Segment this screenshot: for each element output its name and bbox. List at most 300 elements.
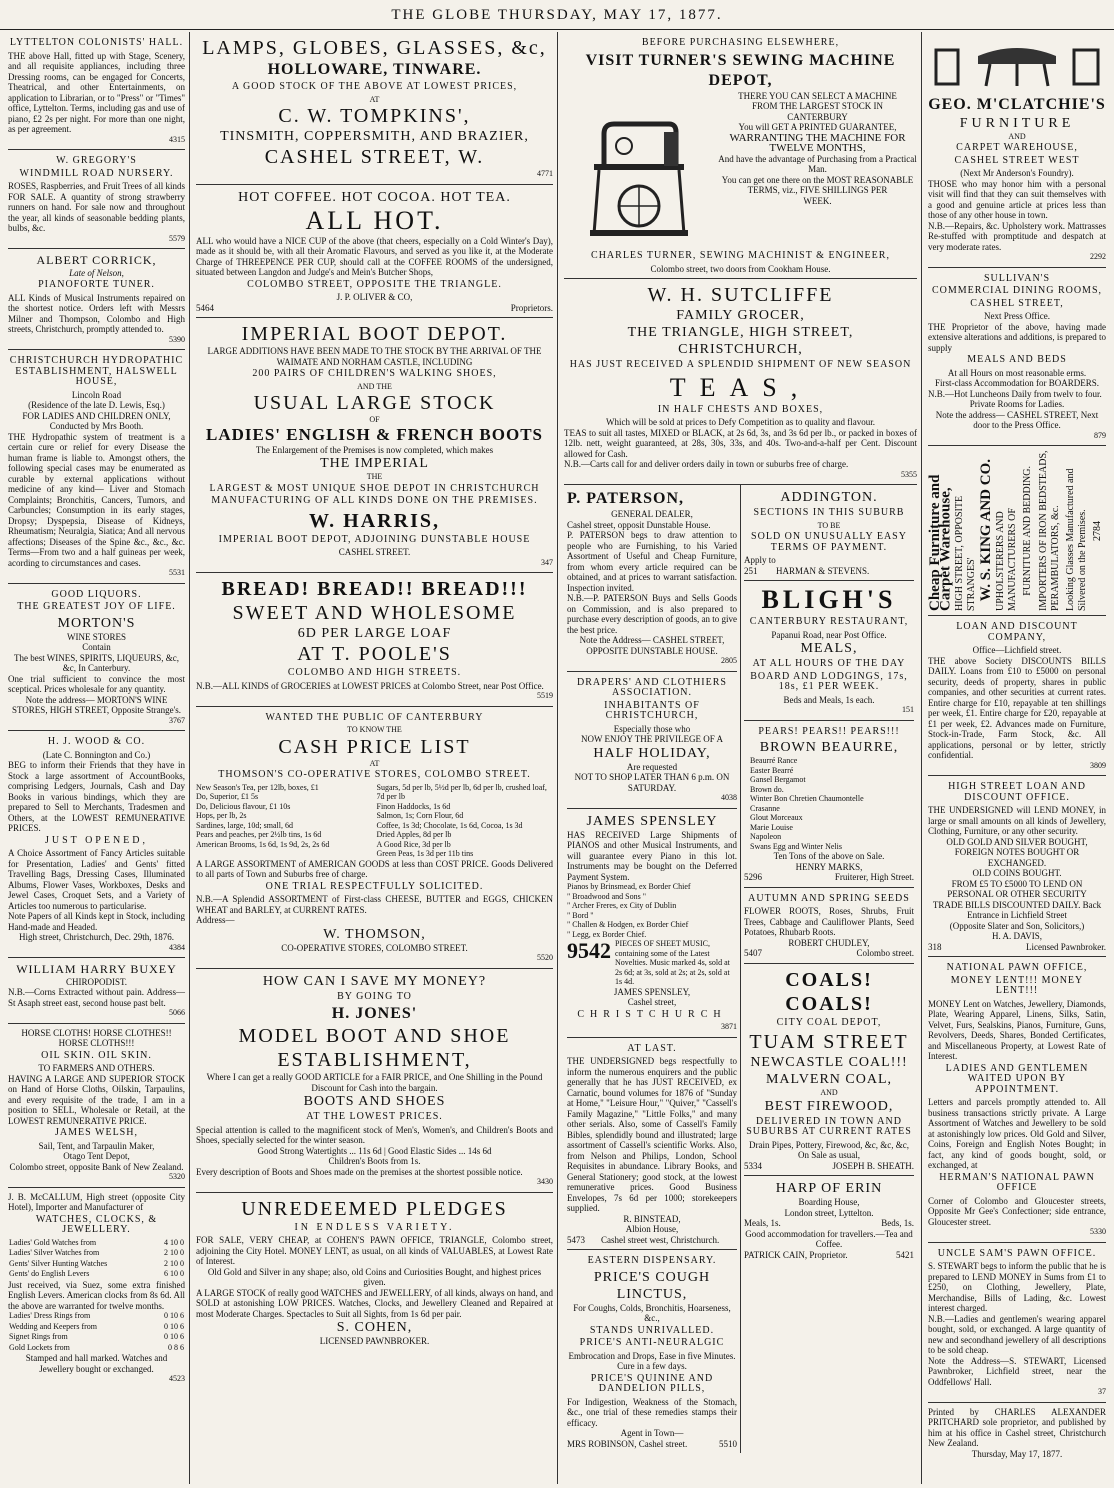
ad-address: CASHEL STREET WEST: [954, 154, 1080, 166]
ad-subtitle: OLD GOLD AND SILVER BOUGHT, FOREIGN NOTES BOUGHT OR EXCHANGED.: [946, 836, 1088, 868]
list-item: Glout Morceaux: [750, 813, 803, 822]
ad-title: AT LAST.: [627, 1042, 677, 1054]
ad-address-label: Address—: [196, 915, 235, 925]
ad-number: 5464: [196, 302, 214, 313]
ad-title: BLIGH'S: [761, 585, 897, 614]
ad-herman-pawn: [928, 957, 1106, 1243]
ad-subtitle: Late of Nelson,: [69, 267, 124, 278]
sewing-machine-illustration: [564, 91, 714, 250]
table-cell: Signet Rings from: [9, 1332, 68, 1341]
ad-title: EASTERN DISPENSARY.: [587, 1255, 717, 1266]
ad-body: N.B.—ALL KINDS of GROCERIES at LOWEST PRICES at Colombo Street, near Post Office.: [196, 680, 544, 691]
ad-sheath-coal: [744, 964, 914, 1177]
ad-title: WATCHES, CLOCKS, & JEWELLERY.: [35, 1213, 158, 1235]
ad-title: HIGH STREET LOAN AND DISCOUNT OFFICE.: [948, 781, 1086, 803]
list-item: Pears and peaches, per 2½lb tins, 1s 6d: [196, 830, 322, 839]
ad-name: PATRICK CAIN, Proprietor.: [744, 1249, 848, 1260]
ad-number: 318: [928, 941, 942, 952]
ad-name: AT T. POOLE'S: [297, 643, 452, 665]
list-item: New Season's Tea, per 12lb, boxes, £1: [196, 782, 319, 792]
ad-title: HOW CAN I SAVE MY MONEY?: [262, 973, 487, 989]
ad-body: MONEY Lent on Watches, Jewellery, Diamonds, Plate, Wearing Apparel, Linens, Silks, Satin, Velvet, Furs, Sealskins, Pianos, Furniture, Guns, Revolvers, Deeds, Shares, Bonded Certificates, and Miscellaneous Property, at Lowest Rate of Interest.: [928, 998, 1106, 1061]
ad-number: 5320: [169, 1172, 185, 1181]
list-item: Salmon, 1s; Corn Flour, 6d: [376, 811, 464, 820]
ad-welsh: [8, 1024, 185, 1188]
ad-list: [744, 756, 914, 851]
ad-and: AND THE: [357, 381, 392, 391]
ad-subtitle: STANDS UNRIVALLED.: [589, 1324, 715, 1336]
ad-hydropathic: [8, 350, 185, 584]
ad-body: Ten Tons of the above on Sale.: [773, 851, 885, 861]
ad-title: LAMPS, GLOBES, GLASSES, &c,: [202, 37, 547, 59]
ad-number: 3430: [537, 1177, 553, 1186]
ad-body: Where I can get a really GOOD ARTICLE for a FAIR PRICE, and One Shilling in the Pound Discount for Cash into the bargain.: [206, 1072, 543, 1093]
ad-number: 151: [902, 705, 914, 714]
list-item: Sugars, 5d per lb, 5½d per lb, 6d per lb, crushed loaf, 7d per lb: [376, 782, 547, 801]
ad-number: 5296: [744, 872, 762, 882]
ad-body-2: N.B.—Ladies and gentlemen's wearing apparel bought, sold, or exchanged. A large quantity of new and secondhand jewellery of all descriptions to be sold cheap.: [928, 1313, 1106, 1355]
ad-subtitle: MONEY LENT!!! MONEY LENT!!!: [950, 974, 1084, 996]
list-item: FROM THE LARGEST STOCK IN: [751, 101, 884, 111]
ad-body: THE above Society DISCOUNTS BILLS DAILY. Loans from £10 to £5000 on personal security, deeds of property, shares in public companies, and other securities at current rates. Entire charge for £10, repayable at ten shillings per week, £1. Entire charge for £20, repayable at £1 per week, £2. Advances made on Furniture, Stock-in-Trade, Farm Stock, &c. All applications, personal or by letter, strictly confidential.: [928, 655, 1106, 760]
ad-address: Fruiterer, High Street.: [834, 872, 914, 882]
ad-footer: [567, 1439, 737, 1450]
list-item: Green Peas, 1s 3d per 11b tins: [376, 849, 474, 858]
ad-subtitle-4: THE IMPERIAL: [320, 456, 429, 471]
ad-title: HARP OF ERIN: [775, 1181, 883, 1196]
ad-number: 2292: [1090, 252, 1106, 261]
ad-number: 4523: [169, 1374, 185, 1383]
price-list-left: [196, 783, 373, 859]
list-item: Marie Louise: [750, 822, 793, 832]
ad-body: A GOOD STOCK OF THE ABOVE AT LOWEST PRICES,: [231, 81, 518, 92]
ad-body-3: First-class Accommodation for BOARDERS.: [935, 378, 1099, 388]
ad-subtitle: CHIROPODIST.: [65, 976, 128, 987]
ad-footer: [744, 872, 914, 883]
ad-body: BOARD AND LODGINGS, 17s, 18s, £1 PER WEEK.: [750, 670, 908, 692]
ad-oliver: [196, 185, 553, 319]
ad-address: THE TRIANGLE, HIGH STREET, CHRISTCHURCH,: [627, 325, 854, 357]
ad-cohen: [196, 1193, 553, 1351]
ad-number: 5473: [567, 1234, 585, 1245]
ad-title: H. J. WOOD & CO.: [47, 736, 146, 747]
ad-title: PEARS! PEARS!! PEARS!!!: [758, 725, 900, 737]
table-cell: Ladies' Dress Rings from: [9, 1311, 91, 1320]
table-cell: 6 10 0: [164, 1269, 184, 1278]
ad-title: ALBERT CORRICK,: [36, 253, 157, 267]
ad-address: CASHEL STREET, W.: [264, 146, 485, 168]
ad-address: Colombo street, opposite Bank of New Zealand.: [9, 1161, 184, 1172]
ad-poole-bread: [196, 573, 553, 707]
ad-name: C. W. TOMPKINS',: [278, 105, 471, 127]
ad-number: 2805: [721, 656, 737, 665]
ad-gregory-nursery: [8, 150, 185, 249]
list-item: Dried Apples, 8d per lb: [376, 830, 452, 839]
table-cell: 0 10 6: [164, 1311, 184, 1320]
ad-address: COLOMBO STREET, OPPOSITE THE TRIANGLE.: [247, 278, 502, 290]
ad-subtitle: BY GOING TO: [337, 990, 412, 1002]
ad-name: S. COHEN,: [336, 1320, 413, 1335]
ad-subtitle-2: NOW ENJOY THE PRIVILEGE OF A: [580, 734, 724, 744]
ad-body-6: Note the address— CASHEL STREET, Next door to the Press Office.: [935, 409, 1099, 430]
ad-address: Colombo street, two doors from Cookham House.: [650, 263, 831, 274]
ad-body: For Coughs, Colds, Bronchitis, Hoarseness, &c.,: [573, 1302, 731, 1323]
column-2: [192, 32, 558, 1484]
ad-loan-discount: [928, 616, 1106, 776]
ad-body: THE above Hall, fitted up with Stage, Scenery, and all requisite appliances, including three Dressing rooms, can be engaged for Concerts, Theatrical, and other Entertainments, on application to Librarian, or to "Press" or "Times" office, Lyttelton. Terms, including gas and use of piano, £2 2s per night. For more than one night, as per agreement.: [8, 50, 185, 134]
ad-body-3: Note the Address—S. STEWART, Licensed Pawnbroker, Lichfield street, near the Oddfellows' Hall.: [928, 1355, 1106, 1387]
column-3: [560, 32, 922, 1484]
ad-of: OF: [369, 415, 380, 424]
ad-address-2: Cashel street west, Christchurch.: [601, 1234, 720, 1245]
ad-subtitle-3: Are requested: [626, 761, 678, 772]
ad-subtitle: HOLLOWARE, TINWARE.: [267, 61, 482, 78]
ad-mcclatchie: [928, 32, 1106, 268]
ad-title: BEFORE PURCHASING ELSEWHERE,: [641, 37, 840, 48]
ad-meals: MEALS,: [800, 641, 858, 656]
ad-body: Good accommodation for travellers.—Tea and Coffee.: [745, 1228, 913, 1249]
ad-footer: [744, 1161, 914, 1172]
ad-number: 5421: [896, 1249, 914, 1260]
list-item: Napoleon: [750, 832, 782, 841]
ad-body-2: Beds and Meals, 1s each.: [783, 694, 875, 705]
ad-binstead: [567, 1038, 737, 1251]
ad-subtitle: (Late C. Bonnington and Co.): [42, 749, 151, 760]
ad-city: CHRISTCHURCH: [577, 1008, 727, 1020]
ad-subtitle-2: IN HALF CHESTS AND BOXES,: [657, 403, 824, 415]
column-1: [4, 32, 190, 1484]
ad-body: THE Hydropathic system of treatment is a certain cure or relief for every Disease the human frame is liable to. Amongst others, the following special cases may be enumerated as curable by external applications without medicine of any kind— Liver and Stomach Complaints; Bronchitis, Cancers, Tumors, and Carbuncles; Consumption in its early stages, Dropsy; Dyspepsia, Disease of Kidneys, Rheumatism; Neuralgia, Siatica; And all nervous affections; Diseases of the Spine &c., &c., &c. Terms—From two and a half guineas per week, acording to circumstances and cases.: [8, 431, 185, 568]
ad-subtitle-4: Conducted by Mrs Booth.: [49, 421, 144, 431]
ad-subtitle-3: AT THE LOWEST PRICES.: [306, 1111, 443, 1122]
ad-title: NATIONAL PAWN OFFICE,: [946, 962, 1088, 973]
ad-number: 5066: [169, 1008, 185, 1017]
ad-body: ROSES, Raspberries, and Fruit Trees of all kinds FOR SALE. A quantity of strong strawberry runners on hand. For sale now and throughout the year, all kinds of seasonable bedding plants, bulbs, &c.: [8, 181, 185, 233]
ad-subtitle-2: PRICE'S ANTI-NEURALGIC: [579, 1337, 725, 1348]
table-cell: 0 8 6: [168, 1342, 184, 1352]
ad-subtitle-4: NOT TO SHOP LATER THAN 6 p.m. ON SATURDAY.: [574, 772, 730, 793]
list-item: Swans Egg and Winter Nelis: [750, 841, 842, 851]
ad-title: WANTED THE PUBLIC OF CANTERBURY: [265, 711, 484, 723]
ad-line-2: Children's Boots from 1s.: [328, 1156, 421, 1166]
table-cell: Gents' do English Levers: [9, 1269, 90, 1278]
ad-number: 879: [1094, 430, 1106, 440]
list-item: Gansel Bergamot: [750, 775, 806, 784]
table-cell: Gold Lockets from: [9, 1342, 70, 1352]
ad-headline: BROWN BEAURRE,: [759, 740, 899, 755]
ad-body: NEWCASTLE COAL!!!: [750, 1055, 908, 1070]
ad-number: 4771: [537, 169, 553, 178]
ad-address-2: (Next Mr Anderson's Foundry).: [960, 168, 1074, 178]
ad-body-3: Corner of Colombo and Gloucester streets, Opposite Mr Gee's Confectioner; side entrance, Gloucester street.: [928, 1195, 1106, 1227]
list-item: Do, Delicious flavour, £1 10s: [196, 801, 291, 811]
ad-address: Cashel street, opposit Dunstable House.: [567, 519, 711, 530]
ad-at: AT: [369, 758, 380, 768]
ad-prices: [744, 1218, 914, 1229]
ad-title: LOAN AND DISCOUNT COMPANY,: [956, 621, 1078, 643]
ad-headline: TUAM STREET: [749, 1031, 909, 1053]
ad-name: H. A. DAVIS,: [991, 931, 1043, 941]
ad-subtitle: TO KNOW THE: [347, 725, 402, 734]
ad-marks: [744, 721, 914, 888]
ad-lyttelton-hall: [8, 32, 185, 150]
table-cell: Ladies' Gold Watches from: [9, 1237, 97, 1247]
ad-number: 4038: [721, 793, 737, 802]
ad-at: AT: [369, 94, 380, 104]
ad-subtitle-2: LADIES AND GENTLEMEN WAITED UPON BY APPOINTMENT.: [945, 1062, 1089, 1095]
ad-headline: 9542: [567, 938, 611, 963]
ad-number: 37: [1098, 1387, 1106, 1396]
ad-thomson: [196, 707, 553, 969]
table-cell: 0 10 6: [164, 1332, 184, 1341]
ad-name: MORTON'S: [57, 615, 136, 631]
price-list: [196, 783, 553, 859]
ad-subtitle-3: LADIES' ENGLISH & FRENCH BOOTS: [205, 424, 543, 444]
ad-body-3: Note Papers of all Kinds kept in Stock, including Hand-made and Headed.: [8, 911, 185, 932]
ad-apply: Apply to: [744, 555, 776, 565]
ad-subtitle-2: AT ALL HOURS OF THE DAY: [752, 658, 906, 669]
list-item: American Brooms, 1s 6d, 1s 9d, 2s, 2s 6d: [196, 839, 330, 849]
ad-headline: HALF HOLIDAY,: [593, 745, 711, 761]
ad-subtitle-3: Licensed Pawnbroker.: [1026, 941, 1106, 952]
ad-body-3: Every description of Boots and Shoes made on the premises at the shortest possible notice.: [196, 1166, 523, 1177]
ad-number: 5531: [169, 568, 185, 577]
ad-name: JOSEPH B. SHEATH.: [832, 1160, 914, 1171]
ad-body-2: Just received, via Suez, some extra finished English Levers. American clocks from 8s 6d. All the above are warranted for twelve months.: [8, 1279, 185, 1311]
ad-number: 2784: [1092, 520, 1104, 541]
ad-title: BREAD! BREAD!! BREAD!!!: [221, 578, 528, 600]
ad-subtitle-2: MEALS AND BEDS: [967, 354, 1067, 365]
ad-subtitle-3: PRICE'S QUININE AND DANDELION PILLS,: [590, 1372, 714, 1394]
ad-body: A LARGE ASSORTMENT of AMERICAN GOODS at less than COST PRICE. Goods Delivered to all parts of Town and Suburbs free of charge.: [196, 858, 553, 879]
ad-body-2: Which will be sold at prices to Defy Competition as to quality and flavour.: [606, 417, 875, 427]
ad-proprietors: Proprietors.: [510, 302, 553, 313]
ad-body: INHABITANTS OF CHRISTCHURCH,: [604, 699, 700, 721]
list-item: TWELVE MONTHS,: [769, 142, 866, 154]
table-cell: Gents' Silver Hunting Watches: [9, 1258, 108, 1268]
ad-body-3: Stamped and hall marked. Watches and Jewellery bought or exchanged.: [25, 1353, 168, 1374]
table-row: [8, 1343, 185, 1354]
list-item: THERE YOU CAN SELECT A MACHINE: [738, 90, 897, 101]
column-4: [924, 32, 1110, 1484]
ad-number: 4384: [169, 942, 185, 952]
ad-subtitle-3: Contain: [82, 642, 111, 652]
table-cell: 2 10 0: [164, 1248, 184, 1257]
ad-subtitle-2: JUST OPENED,: [44, 834, 149, 846]
furniture-illustration-icon: [928, 36, 1106, 92]
ad-harp-of-erin: [744, 1176, 914, 1264]
list-item: Crasanne: [750, 803, 780, 813]
ad-subtitle: Especially those who: [613, 723, 691, 734]
ad-subtitle-3: LICENSED PAWNBROKER.: [319, 1336, 430, 1346]
ad-drapers: [567, 672, 737, 809]
ad-body: ALL Kinds of Musical Instruments repaired on the shortest notice. Orders left with Messrs Milner and Thompson, Colombo and High streets, Christchurch, promptly attended to.: [8, 292, 185, 334]
ad-name-2: Sail, Tent, and Tarpaulin Maker,: [38, 1140, 155, 1151]
table-cell: 0 10 6: [164, 1321, 184, 1331]
list-item: Sardines, large, 10d; small, 6d: [196, 820, 293, 830]
ad-line-3: IMPORTERS OF IRON BEDSTEADS, PERAMBULATORS, &c.: [1037, 450, 1061, 611]
list-item: " Challen & Hodgen, ex Border Chief: [567, 920, 689, 929]
ad-line-1: Good Strong Watertights ... 11s 6d | Good Elastic Sides ... 14s 6d: [257, 1145, 492, 1156]
ad-content: [564, 91, 917, 250]
ad-subtitle: CANTERBURY RESTAURANT,: [749, 616, 909, 627]
ad-title: HORSE CLOTHS! HORSE CLOTHES!! HORSE CLOTHS!!!: [21, 1027, 172, 1048]
list-item: Do, Superior, £1 5s: [196, 792, 259, 801]
ad-subtitle-2: (Residence of the late D. Lewis, Esq.): [28, 400, 165, 410]
col3-right: [741, 485, 917, 1453]
ad-title: CHRISTCHURCH HYDROPATHIC ESTABLISHMENT, HALSWELL HOUSE,: [9, 355, 184, 387]
ad-headline: ALL HOT.: [305, 205, 444, 235]
ad-subtitle-2: WINE STORES: [66, 631, 127, 642]
ad-headline: VISIT TURNER'S SEWING MACHINE DEPOT,: [585, 51, 896, 89]
list-item: A Good Rice, 3d per lb: [376, 839, 451, 849]
ad-subtitle: Office—Lichfield street.: [972, 645, 1062, 655]
masthead: THE GLOBE THURSDAY, MAY 17, 1877.: [0, 4, 1114, 30]
ad-body: THE UNDERSIGNED begs respectfully to inform the numerous enquirers and the public generally that he has JUST RECEIVED, ex Carnatic, bound volumes for 1876 of "Sunday at Home," "Leisure Hour," "Quiver," "Cassell's Family Magazine," "Little Folks," and many other serials. Also, some of Cassell's Family Bibles, splendidly bound and illustrated; large assortment of Cassell's scientific Works. Also, from Nelson and Philips, London, School Requisites in abundance. Library Books, and General Stationery; good stock, at the lowest remunerative prices. Good Business Envelopes, 7s 6d per 1000; storekeepers supplied.: [567, 1056, 737, 1213]
ad-footer: [744, 566, 914, 577]
ad-body-2: Special attention is called to the magnificent stock of Men's, Women's, and Children's Boots and Shoes, specially selected for the winter season.: [196, 1124, 553, 1145]
ad-name: CHARLES TURNER, SEWING MACHINIST & ENGINEER,: [591, 250, 890, 261]
ad-title: GEO. M'CLATCHIE'S: [928, 95, 1106, 113]
ad-body: N.B.—Corns Extracted without pain. Address—St Asaph street east, second house past belt.: [8, 987, 185, 1008]
ad-headline: TEAS,: [669, 372, 812, 402]
ad-subtitle: COMMERCIAL DINING ROOMS,: [931, 285, 1103, 296]
ad-body: One trial sufficient to convince the most sceptical. Prices wholesale for any quantity.: [8, 673, 185, 694]
list-item: Hops, per lb, 2s: [196, 811, 247, 820]
ad-subtitle-5: LARGEST & MOST UNIQUE SHOE DEPOT IN CHRISTCHURCH: [209, 482, 540, 494]
ad-title: DRAPERS' AND CLOTHIERS ASSOCIATION.: [577, 676, 727, 698]
ad-name: ROBERT CHUDLEY,: [788, 937, 870, 948]
ad-body: THE Proprietor of the above, having made extensive alterations and additions, is prepared to supply: [928, 321, 1106, 353]
ad-subtitle: SWEET AND WHOLESOME: [232, 602, 517, 624]
ad-address-2: CASHEL STREET.: [338, 547, 411, 557]
list-item: " Bord ": [567, 910, 594, 920]
ad-corrick-tuner: [8, 249, 185, 350]
imprint-body: Printed by CHARLES ALEXANDER PRITCHARD sole proprietor, and published by him at his office in Cashel street, Christchurch New Zealand.: [928, 1406, 1106, 1448]
ad-address: COLOMBO AND HIGH STREETS.: [287, 667, 462, 678]
ad-body: S. STEWART begs to inform the public that he is prepared to LEND MONEY in Sums from £1 to £250, on Clothing, Jewellery, Plate, Merchandise, Bills of Lading, &c. Lowest interest charged.: [928, 1261, 1106, 1313]
ad-title: HOT COFFEE. HOT COCOA. HOT TEA.: [238, 189, 511, 205]
ad-beds: Beds, 1s.: [881, 1218, 914, 1228]
ad-subtitle: Lincoln Road: [71, 389, 122, 400]
ad-number: 5520: [537, 953, 553, 962]
ad-line-4: Looking Glasses Manufactured and Silvered on the Premises.: [1065, 468, 1089, 611]
ad-music: [567, 939, 737, 987]
ad-number: 4315: [169, 134, 185, 144]
ad-name: JAMES SPENSLEY,: [613, 986, 691, 997]
ad-body-2: SOLD ON UNUSUALLY EASY TERMS OF PAYMENT.: [751, 531, 907, 553]
ad-address: Papanui Road, near Post Office.: [771, 629, 887, 640]
ad-agent: Agent in Town—: [620, 1428, 684, 1438]
ad-footer: [196, 303, 553, 314]
table-row: [8, 1322, 185, 1333]
ad-body-2: N.B.—Repairs, &c. Upholstery work. Mattrasses Re-stuffed with promptitude and despatch at very moderate rates.: [928, 220, 1106, 252]
ad-address: HIGH STREET, OPPOSITE STRANGES': [953, 495, 977, 611]
ad-body-2: The Enlargement of the Premises is now completed, which makes: [255, 444, 494, 455]
ad-body: HAS JUST RECEIVED A SPLENDID SHIPMENT OF NEW SEASON: [569, 359, 912, 370]
ad-subtitle-3: HERMAN'S NATIONAL PAWN OFFICE: [939, 1171, 1095, 1193]
ad-body: FOR SALE, VERY CHEAP, at COHEN'S PAWN OFFICE, TRIANGLE, Colombo street, adjoining the City Hotel. MONEY LENT, as usual, on all kinds of VALUABLES, at Lowest Rate of Interest.: [196, 1235, 553, 1266]
ad-meals: Meals, 1s.: [744, 1218, 781, 1228]
ad-stores: THOMSON'S CO-OPERATIVE STORES, COLOMBO STREET.: [218, 769, 531, 780]
ad-bligh: [744, 581, 914, 721]
table-row: [8, 1332, 185, 1343]
ad-title: GOOD LIQUORS.: [51, 588, 142, 600]
ad-title: W. GREGORY'S: [56, 155, 137, 166]
ad-body: THOSE who may honor him with a personal visit will find that they can suit themselves with a good and genuine article at prices less than those of any other house in town.: [928, 178, 1106, 220]
ad-number: 5390: [169, 334, 185, 344]
list-item: And have the advantage of Purchasing from a Practical Man.: [718, 153, 917, 174]
ad-body: HAS RECEIVED Large Shipments of PIANOS and other Musical Instruments, and will guarantee every Piano in this lot. Instruments may be bought on the Deferred Payment System.: [567, 829, 737, 882]
ad-number: 5519: [537, 691, 553, 700]
ad-address: Colombo street.: [856, 948, 914, 958]
ad-spensley: [567, 809, 737, 1038]
ad-body-3: A LARGE STOCK of really good WATCHES and JEWELLERY, of all kinds, always on hand, and SOLD at astonishing LOW PRICES. Watches, Clocks, and Jewellery Cleaned and Repaired at most Moderate Charges. Spectacles to Suit all Sights, from 1s 6d per pair.: [196, 1287, 553, 1319]
ad-body: LARGE ADDITIONS HAVE BEEN MADE TO THE STOCK BY THE ARRIVAL OF THE WAIMATE AND NORHAM CASTLE, INCLUDING: [207, 346, 542, 367]
ad-address: London street, Lyttelton.: [784, 1207, 874, 1218]
ad-subtitle-2: BOOTS AND SHOES: [303, 1094, 446, 1109]
ad-name: W. S. KING AND CO.: [978, 459, 995, 602]
list-item: Easter Bearré: [750, 765, 794, 775]
ad-subtitle: OIL SKIN. OIL SKIN.: [41, 1049, 152, 1061]
ad-subtitle-2: CARPET WAREHOUSE,: [956, 142, 1078, 153]
ad-list: [567, 882, 737, 939]
ad-subtitle: WINDMILL ROAD NURSERY.: [19, 167, 174, 179]
ad-body-3: Note the Address— CASHEL STREET, OPPOSITE DUNSTABLE HOUSE.: [579, 635, 725, 656]
ad-title: UNCLE SAM'S PAWN OFFICE.: [937, 1247, 1097, 1259]
ad-name: HARMAN & STEVENS.: [776, 565, 870, 576]
ad-subtitle: Boarding House,: [798, 1197, 860, 1207]
ad-title: ADDINGTON.: [780, 490, 878, 505]
ad-name: J. P. OLIVER & CO,: [336, 292, 413, 302]
price-table: [8, 1238, 185, 1280]
ad-subtitle: CITY COAL DEPOT,: [776, 1016, 882, 1028]
ad-number: 5579: [169, 233, 185, 243]
ad-body: SECTIONS IN THIS SUBURB: [753, 507, 905, 518]
ad-title: W. H. SUTCLIFFE: [647, 284, 834, 306]
ad-number: 5334: [744, 1160, 762, 1171]
table-row: [8, 1238, 185, 1249]
ad-footer: [567, 1235, 737, 1246]
ad-subtitle: GENERAL DEALER,: [611, 509, 693, 519]
ad-items: The best WINES, SPIRITS, LIQUEURS, &c, &c, In Canterbury.: [13, 652, 180, 673]
table-cell: Wedding and Keepers from: [9, 1321, 97, 1331]
ad-address: Cashel street,: [627, 997, 677, 1007]
ad-body-2: Embrocation and Drops, Ease in five Minutes. Cure in a few days.: [568, 1350, 736, 1371]
ad-trial: ONE TRIAL RESPECTFULLY SOLICITED.: [265, 880, 484, 892]
ad-number: 3767: [169, 715, 185, 725]
ad-body-2: Old Gold and Silver in any shape; also, old Coins and Curiosities Bought, and highest prices given.: [207, 1266, 542, 1287]
ad-headline: MODEL BOOT AND SHOE ESTABLISHMENT,: [238, 1025, 511, 1071]
ad-wood-co: [8, 731, 185, 958]
imprint: [928, 1403, 1106, 1464]
ad-subtitle: FAMILY GROCER,: [676, 308, 805, 323]
ad-title: SULLIVAN'S: [983, 272, 1051, 284]
ad-address: IMPERIAL BOOT DEPOT, ADJOINING DUNSTABLE HOUSE: [218, 533, 531, 545]
ad-number: 3809: [1090, 760, 1106, 770]
list-item: Pianos by Brinsmead, ex Border Chief: [567, 882, 691, 891]
ad-turner-sewing: [564, 32, 917, 279]
ad-subtitle: IN ENDLESS VARIETY.: [294, 1221, 455, 1233]
ad-body-2: N.B.—A Splendid ASSORTMENT of First-class CHEESE, BUTTER and EGGS, CHICKEN WHEAT and BARLEY, at CURRENT RATES.: [196, 894, 553, 915]
ad-title: IMPERIAL BOOT DEPOT.: [241, 323, 508, 345]
ad-body-2: Letters and parcels promptly attended to. All business transactions strictly private. A Large Assortment of Watches and Jewellery to be sold at astonishingly low prices. Old Gold and Silver, Coins, Foreign and English Notes Bought; in fact, any kind of goods bought, sold, or exchanged, at: [928, 1097, 1106, 1170]
ad-body: J. B. McCALLUM, High street (opposite City Hotel), Importer and Manufacturer of: [8, 1191, 185, 1212]
table-cell: Ladies' Silver Watches from: [9, 1248, 100, 1257]
table-row: [8, 1248, 185, 1259]
ad-body: ALL who would have a NICE CUP of the above (that cheers, especially on a Cold Winter's Day), made as it should be, with all their Aromatic Flavours, and served as you like it, at the Moderate Charge of THREEPENCE PER CUP, should call at the COFFEE ROOMS of the undersigned, situated between Langdon and Judge's and Mein's Butcher Shops,: [196, 235, 553, 277]
ad-body-5: Private Rooms for Ladies.: [969, 399, 1065, 409]
